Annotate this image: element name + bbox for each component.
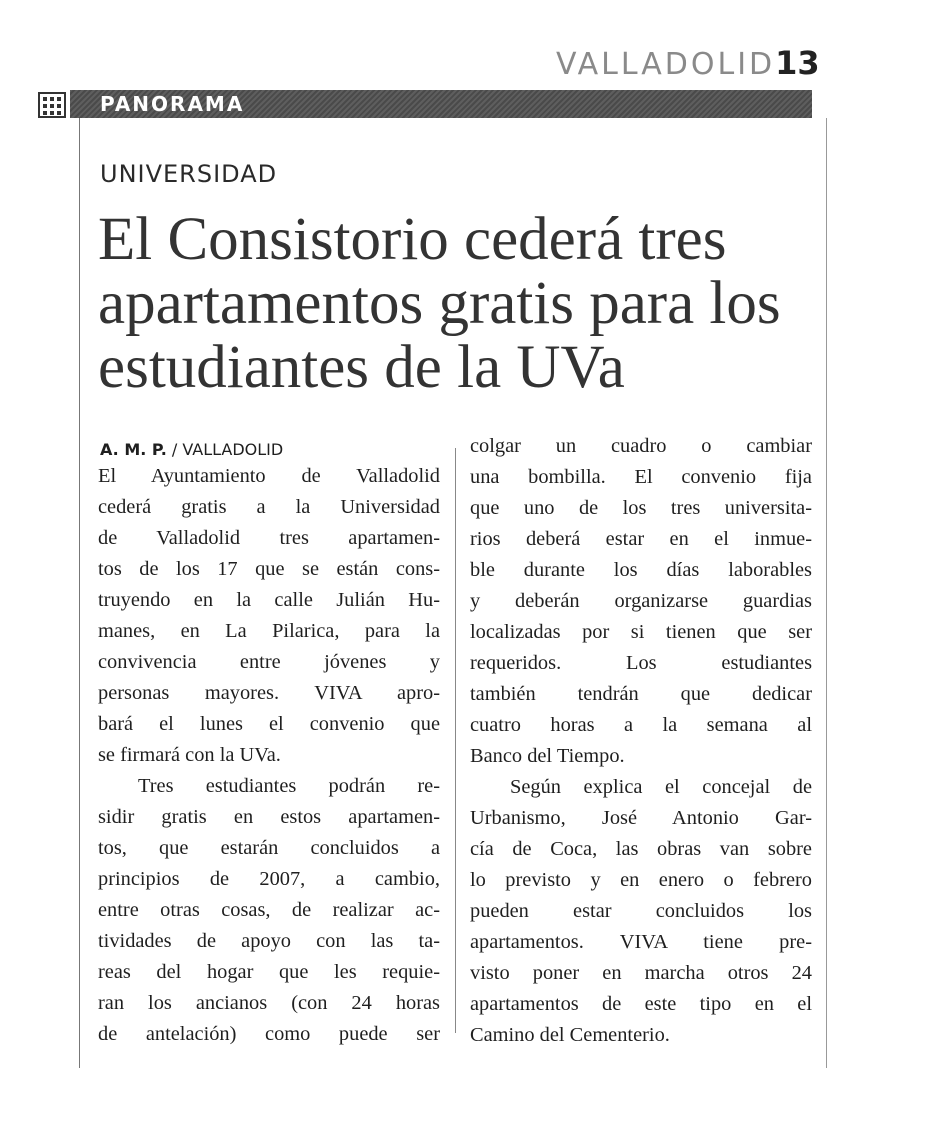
body-line: colgar un cuadro o cambiar (470, 435, 812, 457)
body-line: visto poner en marcha otros 24 (470, 962, 812, 984)
body-line: convivencia entre jóvenes y (98, 651, 440, 673)
body-line: apartamentos. VIVA tiene pre- (470, 931, 812, 953)
body-line: Camino del Cementerio. (470, 1024, 670, 1046)
body-line: bará el lunes el convenio que (98, 713, 440, 735)
body-line: cía de Coca, las obras van sobre (470, 838, 812, 860)
body-line: también tendrán que dedicar (470, 683, 812, 705)
body-line: Tres estudiantes podrán re- (138, 775, 440, 797)
body-line: cuatro horas a la semana al (470, 714, 812, 736)
article-topic: UNIVERSIDAD (100, 160, 278, 188)
body-line: entre otras cosas, de realizar ac- (98, 899, 440, 921)
body-line: ble durante los días laborables (470, 559, 812, 581)
section-name: VALLADOLID (556, 47, 776, 82)
body-line: cederá gratis a la Universidad (98, 496, 440, 518)
body-line: se firmará con la UVa. (98, 744, 281, 766)
article-column-2 (470, 431, 812, 1051)
body-line: que uno de los tres universita- (470, 497, 812, 519)
body-line: lo previsto y en enero o febrero (470, 869, 812, 891)
body-line: rios deberá estar en el inmue- (470, 528, 812, 550)
body-line: Urbanismo, José Antonio Gar- (470, 807, 812, 829)
panorama-building-icon (36, 90, 70, 120)
body-line: truyendo en la calle Julián Hu- (98, 589, 440, 611)
body-line: tos, que estarán concluidos a (98, 837, 440, 859)
byline-initials: A. M. P. (100, 440, 167, 459)
body-line: requeridos. Los estudiantes (470, 652, 812, 674)
body-line: El Ayuntamiento de Valladolid (98, 465, 440, 487)
left-border-rule (79, 118, 80, 1068)
article-column-1 (98, 461, 440, 1050)
article-headline: El Consistorio cederá tres apartamentos gratis para los estudiantes de la UVa (98, 206, 781, 401)
body-line: reas del hogar que les requie- (98, 961, 440, 983)
body-line: una bombilla. El convenio fija (470, 466, 812, 488)
body-line: Banco del Tiempo. (470, 745, 625, 767)
body-line: tos de los 17 que se están cons- (98, 558, 440, 580)
body-line: y deberán organizarse guardias (470, 590, 812, 612)
body-line: apartamentos de este tipo en el (470, 993, 812, 1015)
body-line: sidir gratis en estos apartamen- (98, 806, 440, 828)
body-line: localizadas por si tienen que ser (470, 621, 812, 643)
body-line: tividades de apoyo con las ta- (98, 930, 440, 952)
body-line: de Valladolid tres apartamen- (98, 527, 440, 549)
page-header (556, 44, 820, 84)
page-number: 13 (775, 44, 820, 82)
article-byline (100, 440, 283, 459)
body-line: principios de 2007, a cambio, (98, 868, 440, 890)
panorama-label: PANORAMA (100, 92, 245, 116)
byline-place: / VALLADOLID (171, 440, 284, 459)
body-line: de antelación) como puede ser (98, 1023, 440, 1045)
right-border-rule (826, 118, 827, 1068)
body-line: Según explica el concejal de (510, 776, 812, 798)
panorama-banner (56, 90, 812, 118)
body-line: pueden estar concluidos los (470, 900, 812, 922)
body-line: personas mayores. VIVA apro- (98, 682, 440, 704)
body-line: ran los ancianos (con 24 horas (98, 992, 440, 1014)
column-divider (455, 448, 456, 1033)
body-line: manes, en La Pilarica, para la (98, 620, 440, 642)
